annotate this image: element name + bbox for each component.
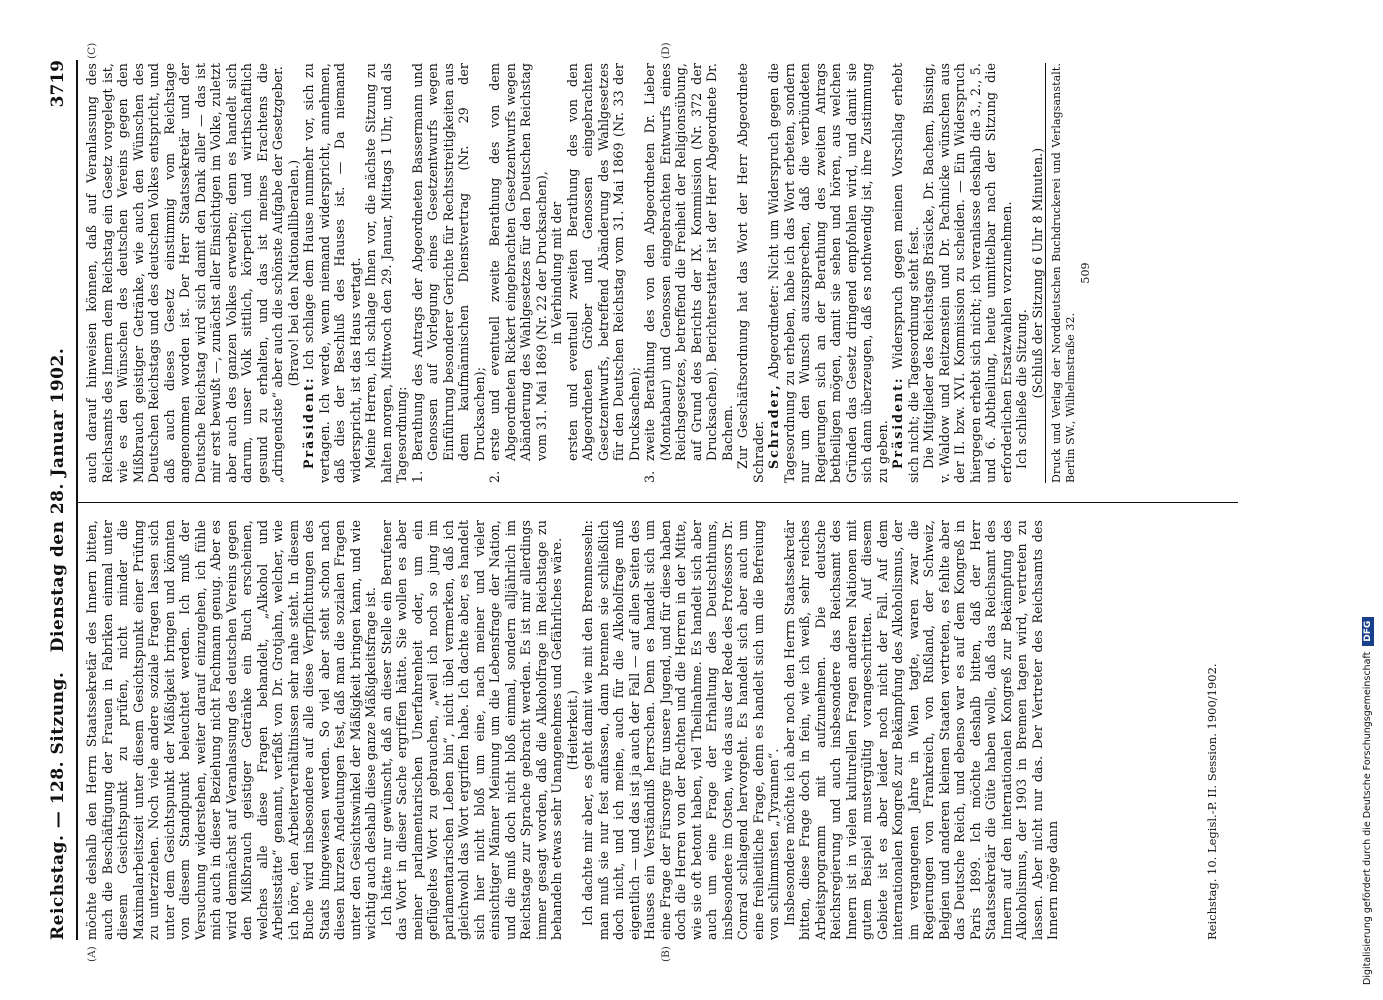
speaker-label: Präsident: [890,376,905,469]
agenda-text: erste und eventuell zweite Berathung des von dem Abgeordneten Rickert eingebrachten Gesetzentwurfs wegen Abänderung des Wahlgesetzes für den Deutschen Reichstag vom 31. Mai 1869 (Nr. 22 der Drucksachen), [487,63,549,461]
interjection: (Bravo! bei den Nationalliberalen.) [285,159,301,387]
funding-text: Digitalisierung gefördert durch die Deutsche Forschungsgemeinschaft [1362,651,1373,985]
page-header [40,60,80,940]
left-footer: Reichstag. 10. Legisl.-P. II. Session. 1900/1902. [1205,663,1219,940]
header-rule [76,60,78,940]
dfg-logo: DFG [1362,617,1374,646]
paragraph: Zur Geschäftsordnung hat das Wort der Herr Abgeordnete Schrader. [735,63,766,483]
paragraph: Meine Herren, ich schlage Ihnen vor, die nächste Sitzung zu halten morgen, Mittwoch den 29. Januar, Mittags 1 Uhr, und als Tagesordnung: [363,63,409,483]
column-divider [78,502,1238,503]
paragraph: Ich hätte nur gewünscht, daß an dieser Stelle ein Berufener das Wort in dieser Sache ergriffen hätte. Sie wollen es aber meiner parlamentarischen Unerfahrenheit oder, um ein geflügeltes Wort zu gebrauchen, „weil ich noch so jung im parlamentarischen Leben bin“, nicht übel vermerken, daß ich gleichwohl das Wort ergriffen habe. Ich dachte aber, es handelt sich hier nicht bloß um eine, nach meiner und vieler einsichtiger Männer Meinung um die Lebensfrage der Nation, und die muß doch nicht bloß einmal, sondern alljährlich im Reichstage zur Sprache gebracht werden. Es ist mir allerdings immer gesagt worden, daß die Alkoholfrage im Reichstage zu behandeln etwas sehr Unangenehmes und Gefährliches wäre. [378,520,564,940]
margin-mark-d: (D) [660,42,672,59]
paragraph: Insbesondere möchte ich aber noch den Herrn Staatssekretär bitten, diese Frage doch in fein, wie ich weiß, sehr reiches Arbeitsprogramm mit aufzunehmen. Die deutsche Reichsregierung und auch insbesondere das Reichsamt des Innern ist in vielen kulturellen Fragen anderen Nationen mit gutem Beispiel mustergültig vorangeschritten. Auf diesem Gebiete ist es aber leider noch nicht der Fall. Auf dem internationalen Kongreß zur Bekämpfung des Alkoholismus, der im vergangenen Jahre in Wien tagte, waren zwar die Regierungen von Frankreich, von Rußland, der Schweiz, Belgien und anderen kleinen Staaten vertreten, es fehlte aber das Deutsche Reich, und ebenso war es auf dem Kongreß in Paris 1899. Ich möchte deshalb bitten, daß der Herr Staatssekretär die Güte haben wolle, daß das Reichsamt des Innern auf den internationalen Kongreß zur Bekämpfung des Alkoholismus, der 1903 in Bremen tagen wird, vertreten zu lassen. Aber nicht nur das. Der Vertreter des Reichsamts des Innern möge dann [781,520,1060,940]
session-end-note: (Schluß der Sitzung 6 Uhr 8 Minuten.) [1029,147,1045,399]
funding-note [1362,5,1378,985]
speaker-label: Schrader, [766,383,781,469]
speech-text: Widerspruch gegen meinen Vorschlag erhebt sich nicht; die Tagesordnung steht fest. [890,63,921,483]
paragraph: Ich schließe die Sitzung. [1014,309,1029,469]
printer-imprint: Druck und Verlag der Norddeutschen Buchdruckerei und Verlagsanstalt. Berlin SW., Wilhelmstraße 32. [1045,63,1078,483]
header-date: Dienstag den 28. Januar 1902. [48,347,68,653]
header-page-number: 3719 [48,60,68,108]
page-code: 509 [1079,262,1092,284]
margin-mark-c: (C) [86,42,98,59]
interjection: (Heiterkeit.) [564,689,580,771]
agenda-number: 3. [642,470,657,483]
header-session: Reichstag. — 128. Sitzung. [48,671,68,940]
rotated-page [40,42,1240,962]
paragraph [301,63,363,483]
paragraph: Die Mitglieder des Reichstags Bräsicke, Dr. Bachem, Bissing, v. Waldow und Reitzenstein und Dr. Pachnicke wünschen aus der II. bzw. XVI. Kommission zu scheiden. — Ein Widerspruch hiergegen erhebt sich nicht; ich veranlasse deshalb die 3., 2., 5. und 6. Abtheilung, heute unmittelbar nach der Sitzung die erforderlichen Ersatzwahlen vorzunehmen. [921,63,1014,483]
speech-text: Abgeordneter: Nicht um Widerspruch gegen die Tagesordnung zu erheben, habe ich das Wort erbeten, sondern nur um den Wunsch auszusprechen, daß die verbündeten Regierungen sich an der Berathung des zweiten Antrags betheiligen mögen, damit sie sehen und hören, aus welchen Gründen das Gesetz dringend empfohlen wird, und damit sie sich dann überzeugen, daß es nothwendig ist, ihre Zustimmung zu geben. [766,63,890,483]
paragraph [890,63,921,483]
agenda-item-continued: ersten und eventuell zweiten Berathung des von den Abgeordneten Gröber und Genossen eingebrachten Gesetzentwurfs, betreffend Abänderung des Wahlgesetzes für den Deutschen Reichstag vom 31. Mai 1869 (Nr. 33 der Drucksachen); [564,63,642,461]
agenda-item [410,63,488,483]
right-column [84,63,1094,483]
agenda-item [642,63,735,483]
agenda-connector: in Verbindung mit der [549,201,564,345]
paragraph [766,63,890,483]
left-column [84,520,1061,940]
margin-mark-a: (A) [86,946,98,962]
agenda-number: 2. [487,470,502,483]
paragraph: auch darauf hinweisen können, daß auf Veranlassung des Reichsamts des Innern dem Reichstag ein Gesetz vorgelegt ist, wie es den Wünschen des deutschen Vereins gegen den Mißbrauch geistiger Getränke, wie auch den Wünschen des Deutschen Reichstags und des deutschen Volkes entspricht, und daß auch dieses Gesetz einstimmig vom Reichstage angenommen worden ist. Der Herr Staatssekretär und der Deutsche Reichstag wird sich damit den Dank aller — das ist mir erst bewußt —, zunächst aller Einsichtigen im Volke, zuletzt aber auch des ganzen Volkes erwerben; denn es handelt sich darum, unser Volk sittlich, körperlich und wirthschaftlich gesund zu erhalten, und das ist meines Erachtens die „dringendste“ aber auch die schönste Aufgabe der Gesetzgeber. [84,63,285,483]
agenda-item [487,63,549,483]
agenda-text: zweite Berathung des von den Abgeordneten Dr. Lieber (Montabaur) und Genossen eingebrachten Entwurfs eines Reichsgesetzes, betreffend die Freiheit der Religionsübung, auf Grund des Berichts der IX. Kommission (Nr. 372 der Drucksachen). Berichterstatter ist der Herr Abgeordnete Dr. Bachem. [642,63,735,461]
agenda-number: 1. [409,470,425,483]
paragraph: möchte deshalb den Herrn Staatssekretär des Innern bitten, auch die Beschäftigung der Frauen in Fabriken einmal unter diesem Gesichtspunkt zu prüfen, nicht minder die Maximalarbeitszeit unter diesem Gesichtspunkt einer Prüfung zu unterziehen. Noch viele andere soziale Fragen lassen sich unter dem Gesichtspunkt der Mäßigkeit bringen und könnten von diesem Standpunkt beleuchtet werden. Ich muß der Versuchung widerstehen, weiter darauf einzugehen, ich fühle mich auch in dieser Beziehung nicht Fachmann genug. Aber es wird demnächst auf Veranlassung des deutschen Vereins gegen den Mißbrauch geistiger Getränke ein Buch erscheinen, welches alle diese Fragen behandelt, „Alkohol und Arbeitsstätte“ genannt, verfaßt von Dr. Grotjahn, welcher, wie ich höre, den Arbeiterverhältnissen sehr nahe steht. In diesem Buche wird insbesondere auf alle diese Verpflichtungen des Staats hingewiesen werden. So viel aber steht schon nach diesen kurzen Andeutungen fest, daß man die sozialen Fragen unter den Gesichtswinkel der Mäßigkeit bringen kann, und wie wichtig auch deshalb diese ganze Mäßigkeitsfrage ist. [84,520,378,940]
speaker-label: Präsident: [301,376,316,469]
agenda-text: Berathung des Antrags der Abgeordneten Bassermann und Genossen auf Vorlegung eines Gesetzentwurfs wegen Einführung besonderer Gerichte für Rechtsstreitigkeiten aus dem kaufmännischen Dienstvertrag (Nr. 29 der Drucksachen); [409,63,487,461]
margin-mark-b: (B) [660,946,672,962]
speech-text: Ich schlage dem Hause nunmehr vor, sich zu vertagen. Ich werde, wenn niemand widerspricht, annehmen, daß dies der Beschluß des Hauses ist. — Da niemand widerspricht, ist das Haus vertagt. [301,62,363,483]
paragraph: Ich dachte mir aber, es geht damit wie mit den Brennnesseln: man muß sie nur fest anfassen, dann brennen sie schließlich doch nicht, und ich meine, auch für die Alkoholfrage muß eigentlich — und das ist ja auch der Fall — auf allen Seiten des Hauses ein Verständniß herrschen. Denn es handelt sich um eine Frage der Fürsorge für unsere Jugend, und für diese haben doch die Herren von der Rechten und die Herren in der Mitte, wie sie oft betont haben, viel Theilnahme. Es handelt sich aber auch um eine Frage der Erhaltung des Deutschthums, insbesondere im Osten, wie das aus der Rede des Professors Dr. Conrad schlagend hervorgeht. Es handelt sich aber auch um eine freiheitliche Frage, denn es handelt sich um die Befreiung von schlimmsten „Tyrannen“. [580,520,781,940]
